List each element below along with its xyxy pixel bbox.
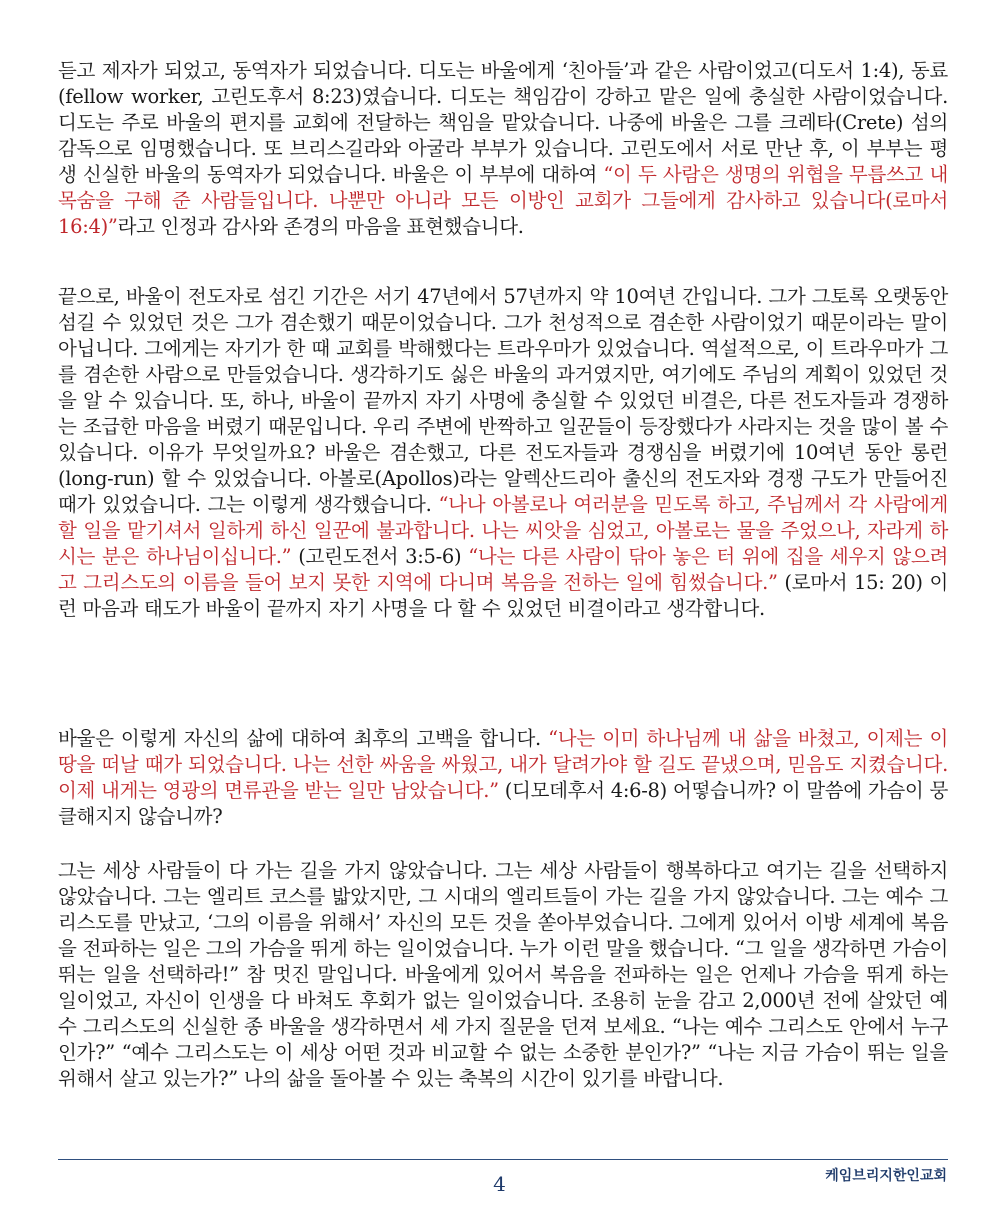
paragraph-2-text-1: 끝으로, 바울이 전도자로 섬긴 기간은 서기 47년에서 57년까지 약 10여년 간입니다. 그가 그토록 오랫동안 섬길 수 있었던 것은 그가 겸손했기 때문이었습니다. 그가 천성적으로 겸손한 사람이었기 때문이라는 말이 아닙니다. 그에게는 자기가 한 때 교회를 박해했다는 트라우마가 있었습니다. 역설적으로, 이 트라우마가 그를 겸손한 사람으로 만들었습니다. 생각하기도 싫은 바울의 과거였지만, 여기에도 주님의 계획이 있었던 것을 알 수 있습니다. 또, 하나, 바울이 끝까지 자기 사명에 충실할 수 있었던 비결은, 다른 전도자들과 경쟁하는 조급한 마음을 버렸기 때문입니다. 우리 주변에 반짝하고 일꾼들이 등장했다가 사라지는 것을 많이 볼 수 있습니다. 이유가 무엇일까요? 바울은 겸손했고, 다른 전도자들과 경쟁심을 버렸기에 10여년 동안 롱런(long-run) 할 수 있었습니다. 아볼로(Apollos)라는 알렉산드리아 출신의 전도자와 경쟁 구도가 만들어진 때가 있었습니다. 그는 이렇게 생각했습니다. <box>58 285 948 516</box>
church-name: 케임브리지한인교회 <box>825 1168 947 1184</box>
paragraph-2 <box>58 284 948 622</box>
paragraph-1-text-2: 라고 인정과 감사와 존경의 마음을 표현했습니다. <box>117 215 524 238</box>
paragraph-1 <box>58 58 948 240</box>
paragraph-3-quote-timothy: “나는 이미 하나님께 내 삶을 바쳤고, 이제는 이 땅을 떠날 때가 되었습니다. 나는 선한 싸움을 싸웠고, 내가 달려가야 할 길도 끝냈으며, 믿음도 지켰습니다. 이제 내게는 영광의 면류관을 받는 일만 남았습니다.” <box>58 727 948 802</box>
paragraph-1-quote-romans: “이 두 사람은 생명의 위협을 무릅쓰고 내 목숨을 구해 준 사람들입니다. 나뿐만 아니라 모든 이방인 교회가 그들에게 감사하고 있습니다(로마서 16:4)” <box>58 163 948 238</box>
paragraph-3-text-2: (디모데후서 4:6-8) 어떻습니까? 이 말씀에 가슴이 뭉클해지지 않습니까? <box>58 779 948 828</box>
paragraph-2-quote-corinthians: “나나 아볼로나 여러분을 믿도록 하고, 주님께서 각 사람에게 할 일을 맡기셔서 일하게 하신 일꾼에 불과합니다. 나는 씨앗을 심었고, 아볼로는 물을 주었으나, 자라게 하시는 분은 하나님이십니다.” <box>58 493 948 568</box>
paragraph-1-text-1: 듣고 제자가 되었고, 동역자가 되었습니다. 디도는 바울에게 ‘친아들’과 같은 사람이었고(디도서 1:4), 동료(fellow worker, 고린도후서 8:23)였습니다. 디도는 책임감이 강하고 맡은 일에 충실한 사람이었습니다. 디도는 주로 바울의 편지를 교회에 전달하는 책임을 맡았습니다. 나중에 바울은 그를 크레타(Crete) 섬의 감독으로 임명했습니다. 또 브리스길라와 아굴라 부부가 있습니다. 고린도에서 서로 만난 후, 이 부부는 평생 신실한 바울의 동역자가 되었습니다. 바울은 이 부부에 대하여 <box>58 59 948 186</box>
footer-divider <box>58 1159 948 1160</box>
paragraph-4 <box>58 858 948 1092</box>
page-number: 4 <box>493 1172 506 1196</box>
paragraph-2-quote-romans: “나는 다른 사람이 닦아 놓은 터 위에 집을 세우지 않으려고 그리스도의 이름을 들어 보지 못한 지역에 다니며 복음을 전하는 일에 힘썼습니다.” <box>58 545 948 594</box>
paragraph-2-text-2: (고린도전서 3:5-6) <box>291 545 469 568</box>
paragraph-4-text-1: 그는 세상 사람들이 다 가는 길을 가지 않았습니다. 그는 세상 사람들이 행복하다고 여기는 길을 선택하지 않았습니다. 그는 엘리트 코스를 밟았지만, 그 시대의 엘리트들이 가는 길을 가지 않았습니다. 그는 예수 그리스도를 만났고, ‘그의 이름을 위해서’ 자신의 모든 것을 쏟아부었습니다. 그에게 있어서 이방 세계에 복음을 전파하는 일은 그의 가슴을 뛰게 하는 일이었습니다. 누가 이런 말을 했습니다. “그 일을 생각하면 가슴이 뛰는 일을 선택하라!” 참 멋진 말입니다. 바울에게 있어서 복음을 전파하는 일은 언제나 가슴을 뛰게 하는 일이었고, 자신이 인생을 다 바쳐도 후회가 없는 일이었습니다. 조용히 눈을 감고 2,000년 전에 살았던 예수 그리스도의 신실한 종 바울을 생각하면서 세 가지 질문을 던져 보세요. “나는 예수 그리스도 안에서 누구인가?” “예수 그리스도는 이 세상 어떤 것과 비교할 수 없는 소중한 분인가?” “나는 지금 가슴이 뛰는 일을 위해서 살고 있는가?” 나의 삶을 돌아볼 수 있는 축복의 시간이 있기를 바랍니다. <box>58 859 948 1090</box>
paragraph-3 <box>58 726 948 830</box>
paragraph-2-text-3: (로마서 15: 20) 이런 마음과 태도가 바울이 끝까지 자기 사명을 다 할 수 있었던 비결이라고 생각합니다. <box>58 571 948 620</box>
paragraph-3-text-1: 바울은 이렇게 자신의 삶에 대하여 최후의 고백을 합니다. <box>58 727 549 750</box>
